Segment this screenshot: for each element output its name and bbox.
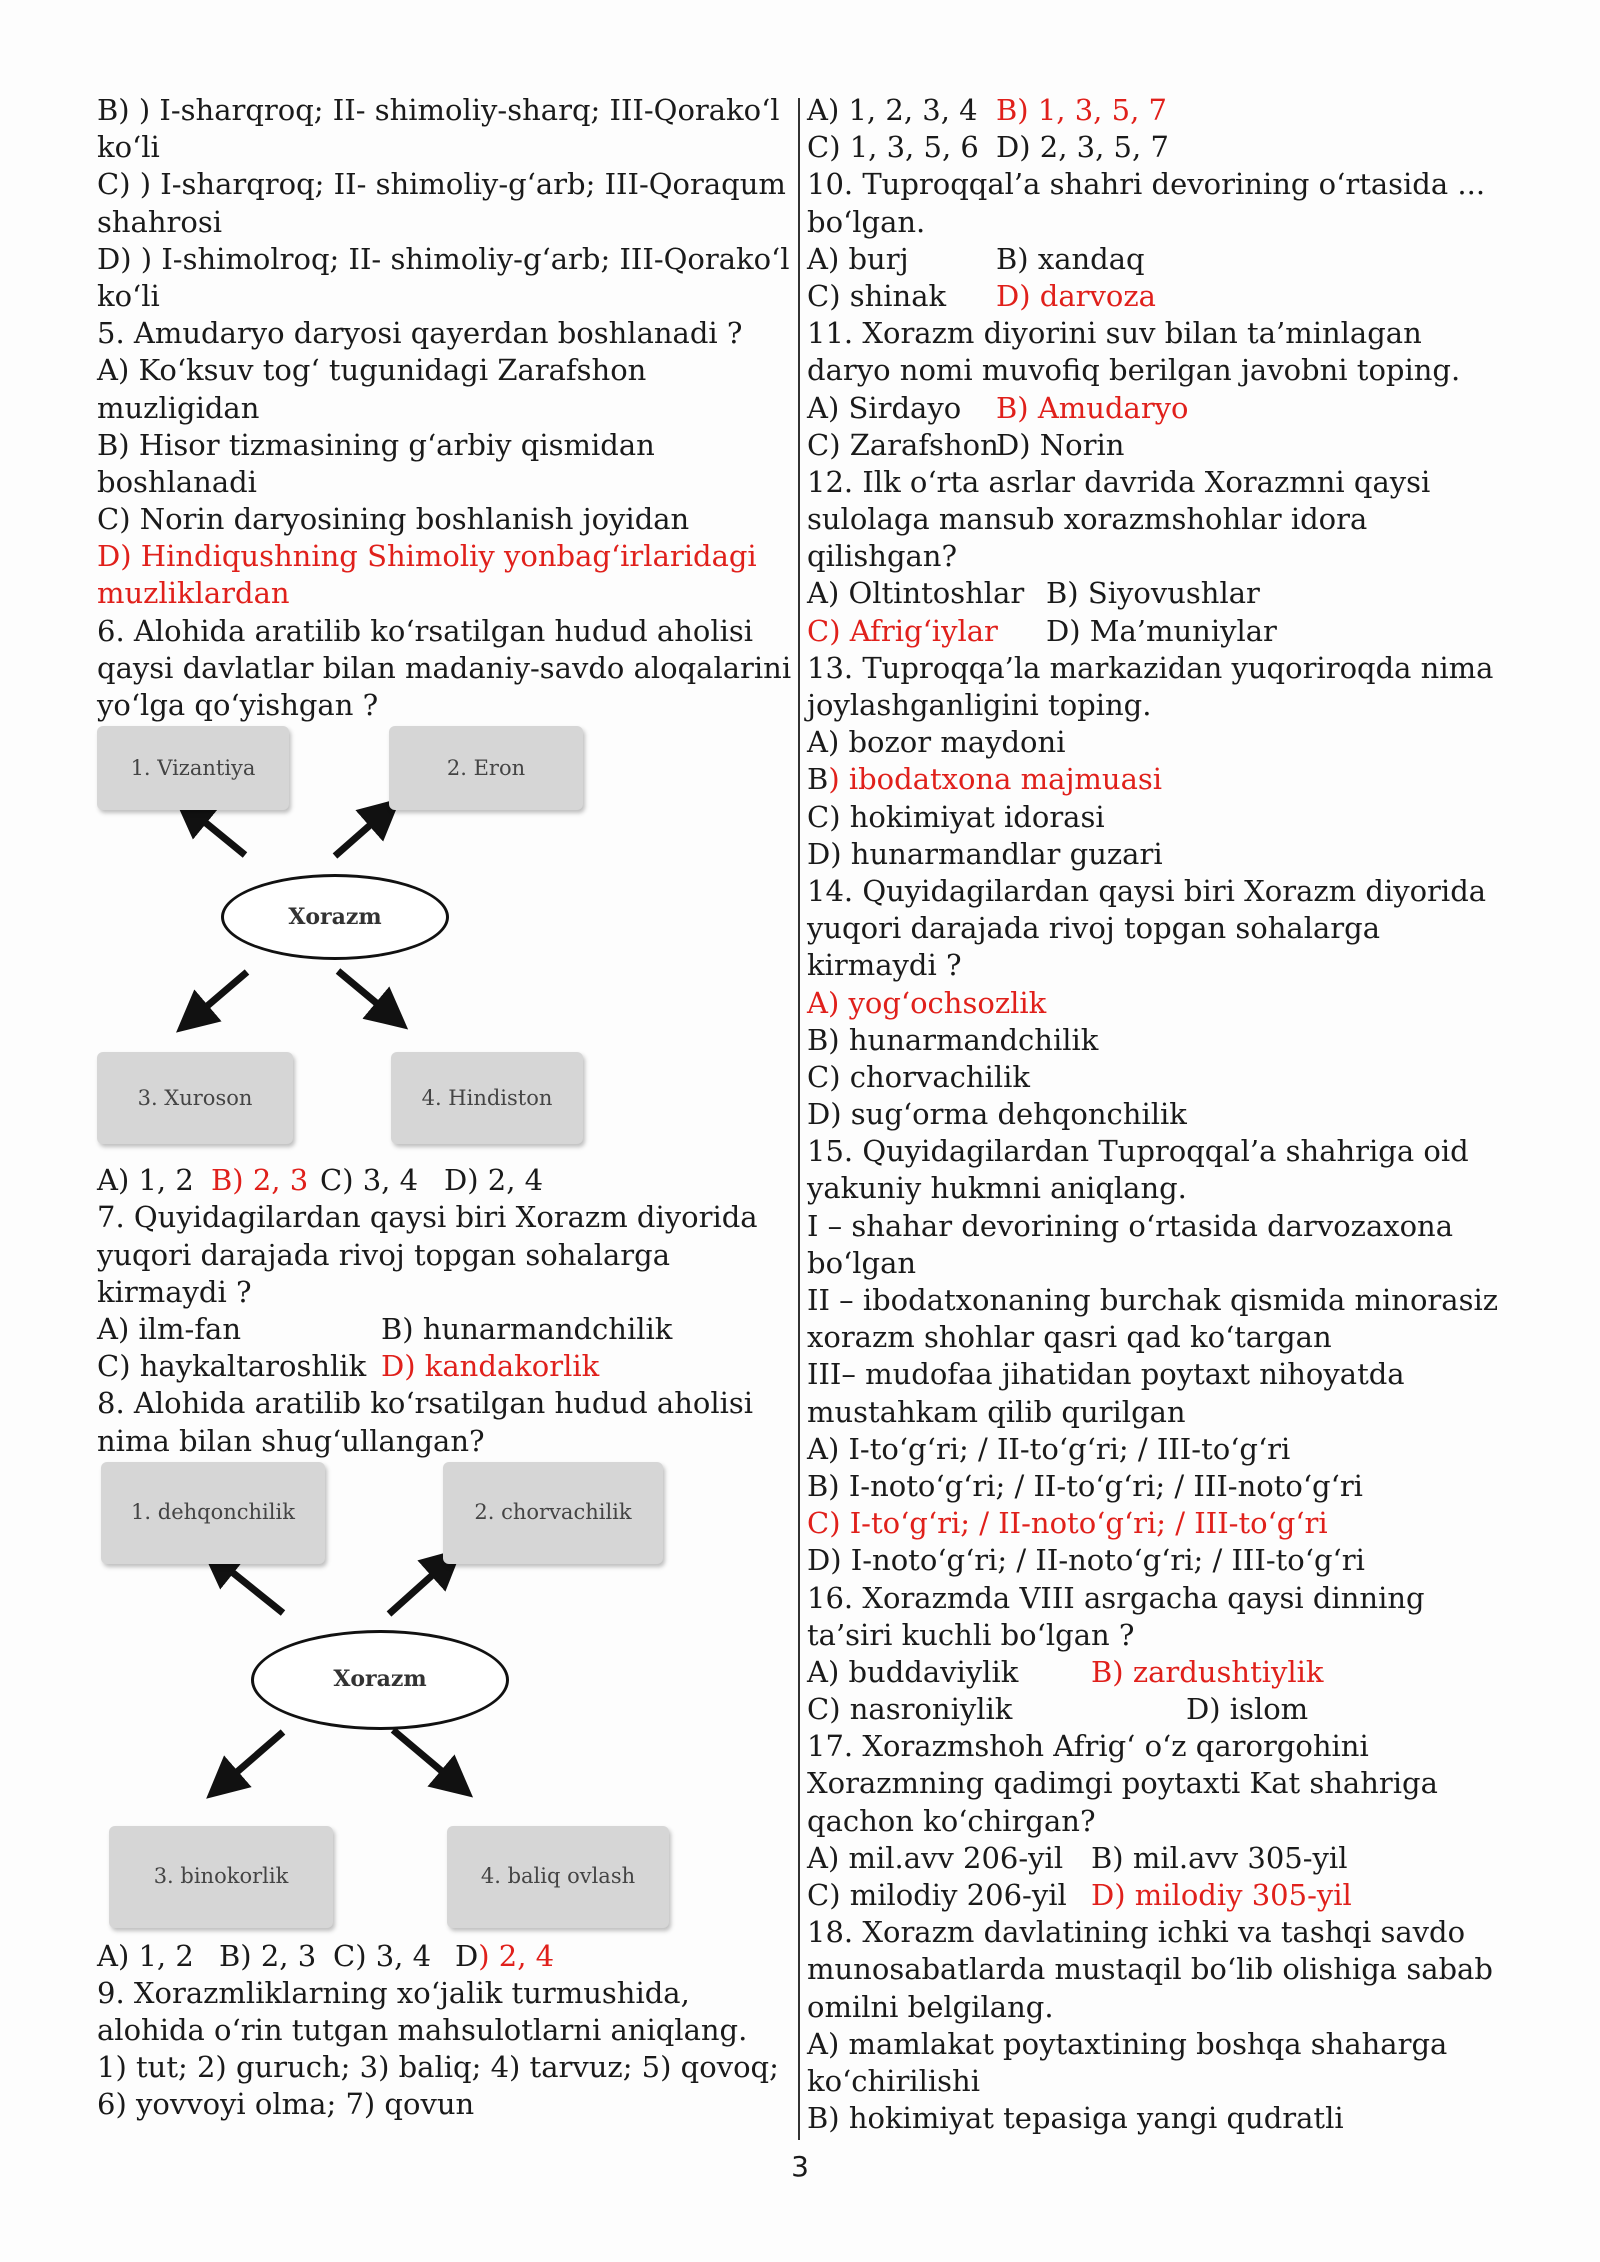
q6-diagram [97,724,797,1162]
q9-option-c: C) 1, 3, 5, 6 [807,130,979,165]
q4-option-d: D) ) I-shimolroq; II- shimoliy-g‘arb; III-Qorako‘l [97,241,790,276]
q5-option-d-answer-cont: muzliklardan [97,576,290,611]
q12-option-d: D) Ma’muniylar [1046,613,1277,648]
arrow-to-box4 [393,1730,457,1784]
q9-question: 9. Xorazmliklarning xo‘jalik turmushida, [97,1975,690,2010]
q11-option-d: D) Norin [996,427,1125,462]
q16-options-row1 [807,1654,1507,1691]
q5-option-d-answer: D) Hindiqushning Shimoliy yonbag‘irlaridagi [97,539,757,574]
q7-option-a: A) ilm-fan [97,1311,242,1346]
q6-option-c: C) 3, 4 [320,1163,419,1198]
q16-option-c: C) nasroniylik [807,1692,1013,1727]
q13-option-b [807,761,1507,798]
q9-option-a: A) 1, 2, 3, 4 [807,93,978,127]
q13-question-cont: joylashganligini toping. [807,688,1152,722]
q16-option-b-answer: B) zardushtiylik [1091,1654,1324,1689]
q17-question-cont: Xorazmning qadimgi poytaxti Kat shahriga [807,1766,1438,1801]
q11-option-a: A) Sirdayo [807,390,962,425]
q16-question-cont: ta’siri kuchli bo‘lgan ? [807,1617,1135,1652]
q17-option-c: C) milodiy 206-yil [807,1878,1067,1912]
q13-option-d: D) hunarmandlar guzari [807,836,1163,871]
q15-option-a: A) I-to‘g‘ri; / II-to‘g‘ri; / III-to‘g‘ri [807,1431,1291,1466]
q8-question: 8. Alohida aratilib ko‘rsatilgan hudud aholisi [97,1386,754,1421]
q9-options-row1 [807,92,1507,129]
q13-option-a: A) bozor maydoni [807,725,1066,760]
q10-question-cont: bo‘lgan. [807,204,926,239]
q6-option-a: A) 1, 2 [97,1163,194,1198]
q4-option-b: B) ) I-sharqroq; II- shimoliy-sharq; III-Qorako‘l [97,93,780,127]
diagram1-box4: 4. Hindiston [391,1052,583,1144]
left-column [97,92,797,2124]
q16-question: 16. Xorazmda VIII asrgacha qaysi dinning [807,1580,1425,1615]
q12-options-row1 [807,575,1507,612]
q18-question-cont2: omilni belgilang. [807,1989,1054,2024]
q10-options-row2 [807,278,1507,315]
q13-option-b-answer: ) ibodatxona majmuasi [828,762,1163,797]
arrow-to-box1 [190,810,245,855]
q13-question: 13. Tuproqqa’la markazidan yuqoriroqda nima [807,650,1494,685]
q14-question-cont: yuqori darajada rivoj topgan sohalarga [807,911,1381,946]
q12-question-cont2: qilishgan? [807,539,958,574]
diagram2-box1: 1. dehqonchilik [101,1462,325,1564]
q12-option-b: B) Siyovushlar [1046,576,1260,611]
q15-statement-1-cont: bo‘lgan [807,1245,917,1280]
diagram1-center: Xorazm [221,874,449,960]
q5-option-a: A) Ko‘ksuv tog‘ tugunidagi Zarafshon [97,353,647,388]
q9-option-d: D) 2, 3, 5, 7 [996,130,1169,165]
q6-question: 6. Alohida aratilib ko‘rsatilgan hudud aholisi [97,613,754,648]
q6-question-cont2: yo‘lga qo‘yishgan ? [97,688,379,722]
q7-option-b: B) hunarmandchilik [381,1311,673,1346]
q10-options-row1 [807,241,1507,278]
arrow-to-box1 [217,1560,283,1613]
q8-option-c: C) 3, 4 [333,1938,432,1973]
q15-statement-2: II – ibodatxonaning burchak qismida minorasiz [807,1283,1499,1317]
q13-option-b-letter: B [807,762,829,797]
q12-question: 12. Ilk o‘rta asrlar davrida Xorazmni qaysi [807,464,1431,499]
diagram2-center: Xorazm [251,1630,509,1730]
right-column [807,92,1507,2137]
q17-option-b: B) mil.avv 305-yil [1091,1840,1348,1875]
q8-option-d-letter: D [455,1938,479,1973]
q15-question-cont: yakuniy hukmni aniqlang. [807,1171,1187,1206]
q18-question-cont: munosabatlarda mustaqil bo‘lib olishiga sabab [807,1952,1493,1987]
q14-option-a-answer: A) yog‘ochsozlik [807,985,1047,1020]
q7-question: 7. Quyidagilardan qaysi biri Xorazm diyorida [97,1200,758,1235]
q15-statement-1: I – shahar devorining o‘rtasida darvozaxona [807,1208,1454,1243]
q8-option-a: A) 1, 2 [97,1938,194,1973]
q17-question: 17. Xorazmshoh Afrig‘ o‘z qarorgohini [807,1729,1369,1764]
diagram2-box2: 2. chorvachilik [443,1462,663,1564]
diagram1-box3: 3. Xuroson [97,1052,293,1144]
q16-option-d: D) islom [1186,1692,1309,1727]
arrow-to-box2 [389,1562,447,1614]
q15-option-c-answer: C) I-to‘g‘ri; / II-noto‘g‘ri; / III-to‘g‘ri [807,1506,1328,1541]
q14-question-cont2: kirmaydi ? [807,948,962,983]
page-number: 3 [791,2150,809,2183]
q12-question-cont: sulolaga mansub xorazmshohlar idora [807,502,1368,537]
q6-option-b-answer: B) 2, 3 [211,1163,309,1198]
q9-items: 1) tut; 2) guruch; 3) baliq; 4) tarvuz; 5) qovoq; [97,2050,779,2085]
q9-items-cont: 6) yovvoyi olma; 7) qovun [97,2087,475,2122]
q18-option-a: A) mamlakat poytaxtining boshqa shaharga [807,2026,1448,2061]
q7-options-row2 [97,1348,797,1385]
arrow-to-box2 [335,812,385,856]
q16-option-a: A) buddaviylik [807,1654,1019,1689]
q5-question: 5. Amudaryo daryosi qayerdan boshlanadi ? [97,316,743,351]
q8-option-b: B) 2, 3 [219,1938,317,1973]
q14-option-c: C) chorvachilik [807,1059,1030,1094]
q14-option-d: D) sug‘orma dehqonchilik [807,1097,1187,1132]
q8-option-d-answer: ) 2, 4 [478,1938,555,1973]
arrow-to-box3 [222,1732,283,1785]
q4-option-d-cont: ko‘li [97,278,160,313]
q5-option-b-cont: boshlanadi [97,464,257,499]
q8-option-d [455,1938,554,1975]
q14-option-b: B) hunarmandchilik [807,1022,1099,1057]
q11-question: 11. Xorazm diyorini suv bilan ta’minlagan [807,316,1422,351]
q13-option-c: C) hokimiyat idorasi [807,799,1105,834]
q15-statement-3: III– mudofaa jihatidan poytaxt nihoyatda [807,1357,1405,1392]
column-divider [798,98,800,2140]
q17-option-a: A) mil.avv 206-yil [807,1840,1064,1875]
q5-option-c: C) Norin daryosining boshlanish joyidan [97,502,690,537]
diagram2-box4: 4. baliq ovlash [447,1826,669,1928]
diagram1-box1: 1. Vizantiya [97,726,289,810]
q11-option-b-answer: B) Amudaryo [996,390,1189,425]
q10-option-b: B) xandaq [996,241,1145,276]
q8-question-cont: nima bilan shug‘ullangan? [97,1423,485,1458]
q5-option-a-cont: muzligidan [97,390,260,425]
q17-options-row1 [807,1840,1507,1877]
q9-options-row2 [807,129,1507,166]
q17-options-row2 [807,1877,1507,1914]
q10-option-a: A) burj [807,241,909,276]
q14-question: 14. Quyidagilardan qaysi biri Xorazm diyorida [807,873,1487,908]
q4-option-c-cont: shahrosi [97,204,223,239]
q10-option-d-answer: D) darvoza [996,278,1156,313]
q11-options-row2 [807,427,1507,464]
q6-question-cont: qaysi davlatlar bilan madaniy-savdo aloqalarini [97,650,792,685]
q17-option-d-answer: D) milodiy 305-yil [1091,1878,1352,1912]
q15-question: 15. Quyidagilardan Tuproqqal’a shahriga oid [807,1134,1469,1169]
q12-option-c-answer: C) Afrig‘iylar [807,613,998,648]
q12-option-a: A) Oltintoshlar [807,576,1025,611]
q5-option-b: B) Hisor tizmasining g‘arbiy qismidan [97,427,655,462]
q15-statement-2-cont: xorazm shohlar qasri qad ko‘targan [807,1320,1332,1355]
q10-option-c: C) shinak [807,278,947,313]
q6-options [97,1162,797,1199]
q15-option-b: B) I-noto‘g‘ri; / II-to‘g‘ri; / III-noto‘g‘ri [807,1468,1363,1503]
q7-options-row1 [97,1311,797,1348]
q11-option-c: C) Zarafshon [807,427,999,462]
diagram1-box2: 2. Eron [389,726,583,810]
q16-options-row2 [807,1691,1507,1728]
q11-question-cont: daryo nomi muvofiq berilgan javobni toping. [807,353,1461,388]
arrow-to-box4 [338,971,392,1016]
q7-option-d-answer: D) kandakorlik [381,1349,600,1384]
q18-question: 18. Xorazm davlatining ichki va tashqi savdo [807,1915,1466,1950]
q7-option-c: C) haykaltaroshlik [97,1349,367,1384]
q18-option-a-cont: ko‘chirilishi [807,2063,980,2098]
q7-question-cont: yuqori darajada rivoj topgan sohalarga [97,1237,671,1272]
q4-option-b-cont: ko‘li [97,130,160,165]
q11-options-row1 [807,390,1507,427]
q7-question-cont2: kirmaydi ? [97,1274,252,1309]
q17-question-cont2: qachon ko‘chirgan? [807,1803,1096,1838]
arrow-to-box3 [192,972,247,1019]
q9-option-b-answer: B) 1, 3, 5, 7 [996,93,1167,127]
q15-statement-3-cont: mustahkam qilib qurilgan [807,1394,1186,1429]
diagram2-box3: 3. binokorlik [109,1826,333,1928]
q6-option-d: D) 2, 4 [444,1163,544,1198]
q10-question: 10. Tuproqqal’a shahri devorining o‘rtasida ... [807,167,1486,202]
q8-diagram [97,1460,797,1938]
q15-option-d: D) I-noto‘g‘ri; / II-noto‘g‘ri; / III-to‘g‘ri [807,1543,1365,1578]
q9-question-cont: alohida o‘rin tutgan mahsulotlarni aniqlang. [97,2013,748,2048]
q4-option-c: C) ) I-sharqroq; II- shimoliy-g‘arb; III-Qoraqum [97,167,786,202]
q8-options [97,1938,797,1975]
q18-option-b: B) hokimiyat tepasiga yangi qudratli [807,2101,1344,2136]
q12-options-row2 [807,613,1507,650]
